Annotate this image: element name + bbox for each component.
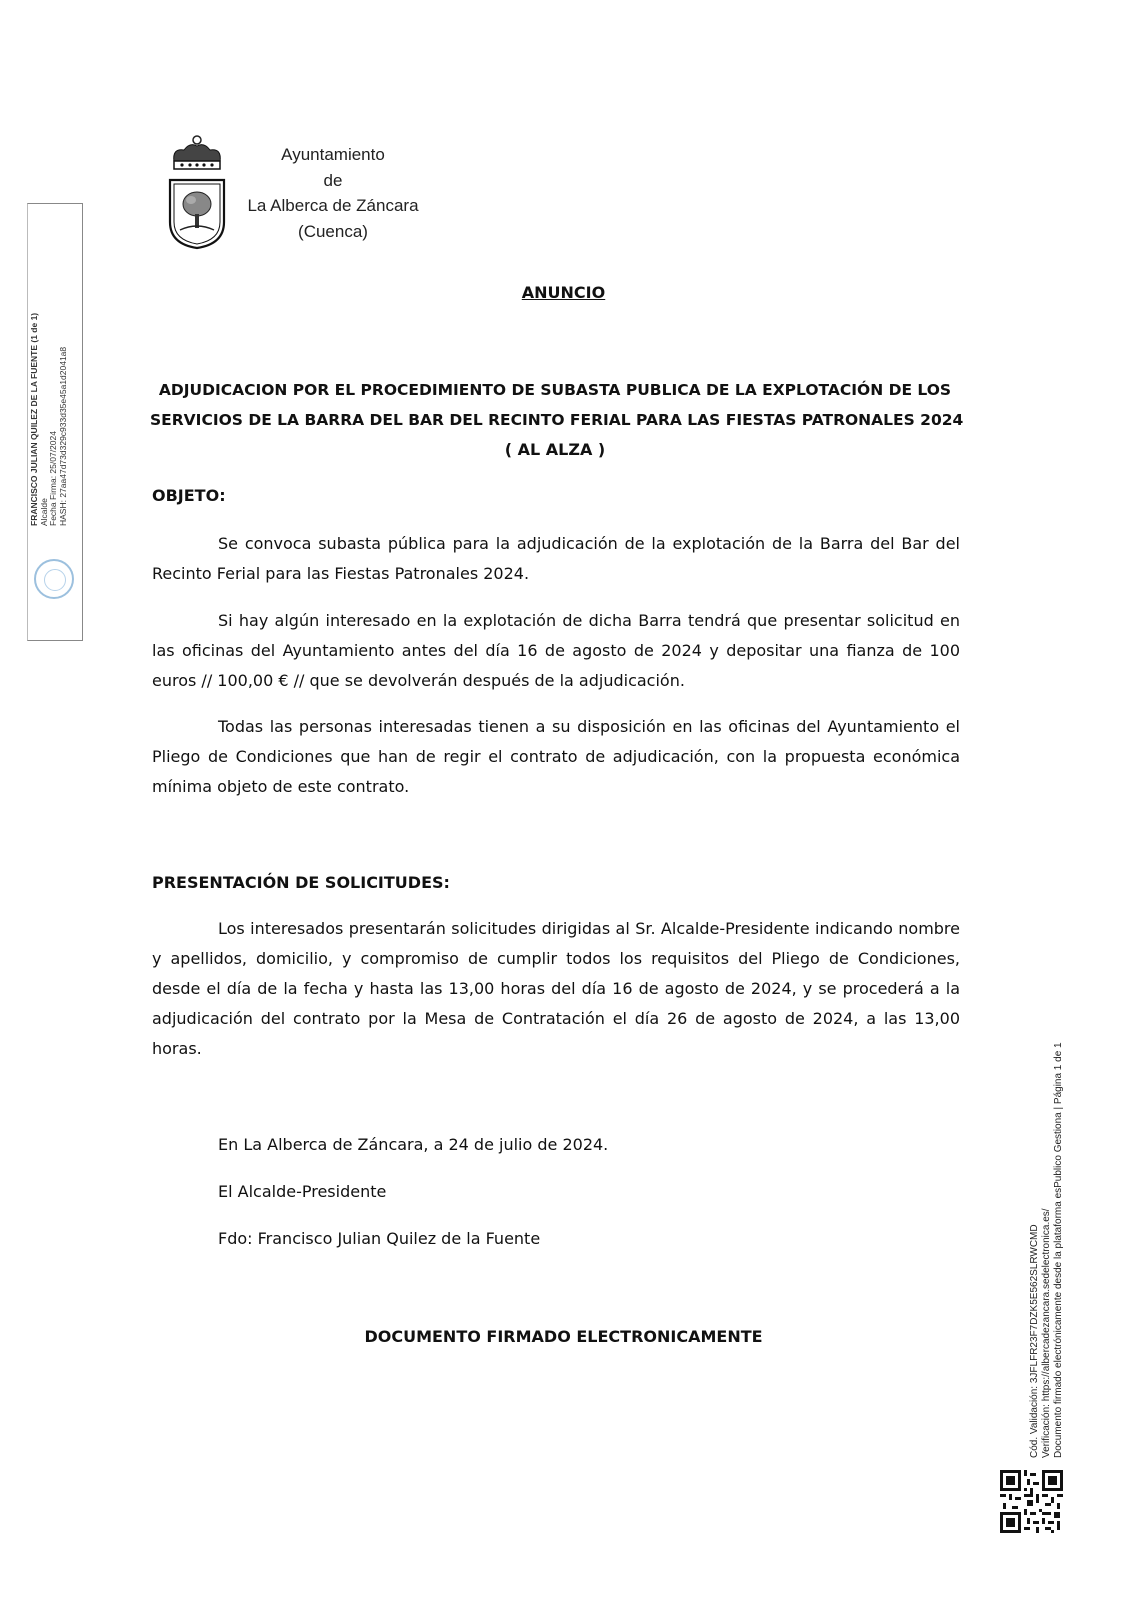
presentacion-paragraph: Los interesados presentarán solicitudes dirigidas al Sr. Alcalde-Presidente indicando nombre y apellidos, domicilio, y compromiso de cumplir todos los requisitos del Pliego de Condiciones, desde el día de la fecha y hasta las 13,00 horas del día 16 de agosto de 2024, y se procederá a la adjudicación del contrato por la Mesa de Contratación el día 26 de agosto de 2024, a las 13,00 horas. [152,919,960,1058]
signature-stamp-text [30,90,84,526]
place-date: En La Alberca de Záncara, a 24 de julio de 2024. [218,1135,609,1154]
letterhead [166,132,431,257]
validation-url: Verificación: https://albercadezancara.sedelectronica.es/ [1041,1208,1052,1458]
heading-line-3: ( AL ALZA ) [504,440,606,459]
stamp-role: Alcalde [38,498,49,526]
coat-of-arms-icon [166,132,228,250]
stamp-hash: HASH: 27aa47d73d329c933d35e45a1d2041a8 [57,346,68,526]
objeto-paragraph-3: Todas las personas interesadas tienen a su disposición en las oficinas del Ayuntamiento el Pliego de Condiciones que han de regir el contrato de adjudicación, con la propuesta económica mínima objeto de este contrato. [152,717,960,796]
signatory-name: Fdo: Francisco Julian Quilez de la Fuente [218,1229,541,1248]
objeto-paragraph-1: Se convoca subasta pública para la adjudicación de la explotación de la Barra del Bar del Recinto Ferial para las Fiestas Patronales 2024. [152,534,960,583]
stamp-signer: FRANCISCO JULIAN QUILEZ DE LA FUENTE (1 de 1) [29,312,39,526]
announcement-heading [150,375,964,465]
heading-line-1: ADJUDICACION POR EL PROCEDIMIENTO DE SUBASTA PUBLICA DE LA EXPLOTACIÓN DE LOS [158,381,952,399]
org-line-1: Ayuntamiento [281,145,385,164]
objeto-paragraph-2: Si hay algún interesado en la explotación de dicha Barra tendrá que presentar solicitud en las oficinas del Ayuntamiento antes del día 16 de agosto de 2024 y depositar una fianza de 100 euros // 100,00 € // que se devolverán después de la adjudicación. [152,611,960,690]
section-heading-presentacion: PRESENTACIÓN DE SOLICITUDES: [152,873,450,892]
validation-info [1029,988,1074,1458]
org-line-3: La Alberca de Záncara [247,196,419,215]
official-seal-icon [34,559,74,599]
electronic-signature-note: DOCUMENTO FIRMADO ELECTRONICAMENTE [364,1327,763,1346]
announcement-label: ANUNCIO [521,283,606,302]
org-line-2: de [323,170,343,190]
validation-code: Cód. Validación: 3JFLFR23F7DZK5E562SLRWCMD [1029,1224,1040,1458]
org-line-4: (Cuenca) [298,221,368,241]
stamp-date: Fecha Firma: 25/07/2024 [48,431,58,526]
municipality-name [238,142,428,244]
heading-line-2: SERVICIOS DE LA BARRA DEL BAR DEL RECINTO FERIAL PARA LAS FIESTAS PATRONALES 2024 [150,411,964,429]
signatory-role: El Alcalde-Presidente [218,1182,387,1201]
section-heading-objeto: OBJETO: [152,486,226,505]
signature-stamp [27,203,83,641]
qr-code-icon [1000,1470,1063,1533]
validation-platform: Documento firmado electrónicamente desde la plataforma esPublico Gestiona | Página 1 de 1 [1053,1042,1064,1458]
